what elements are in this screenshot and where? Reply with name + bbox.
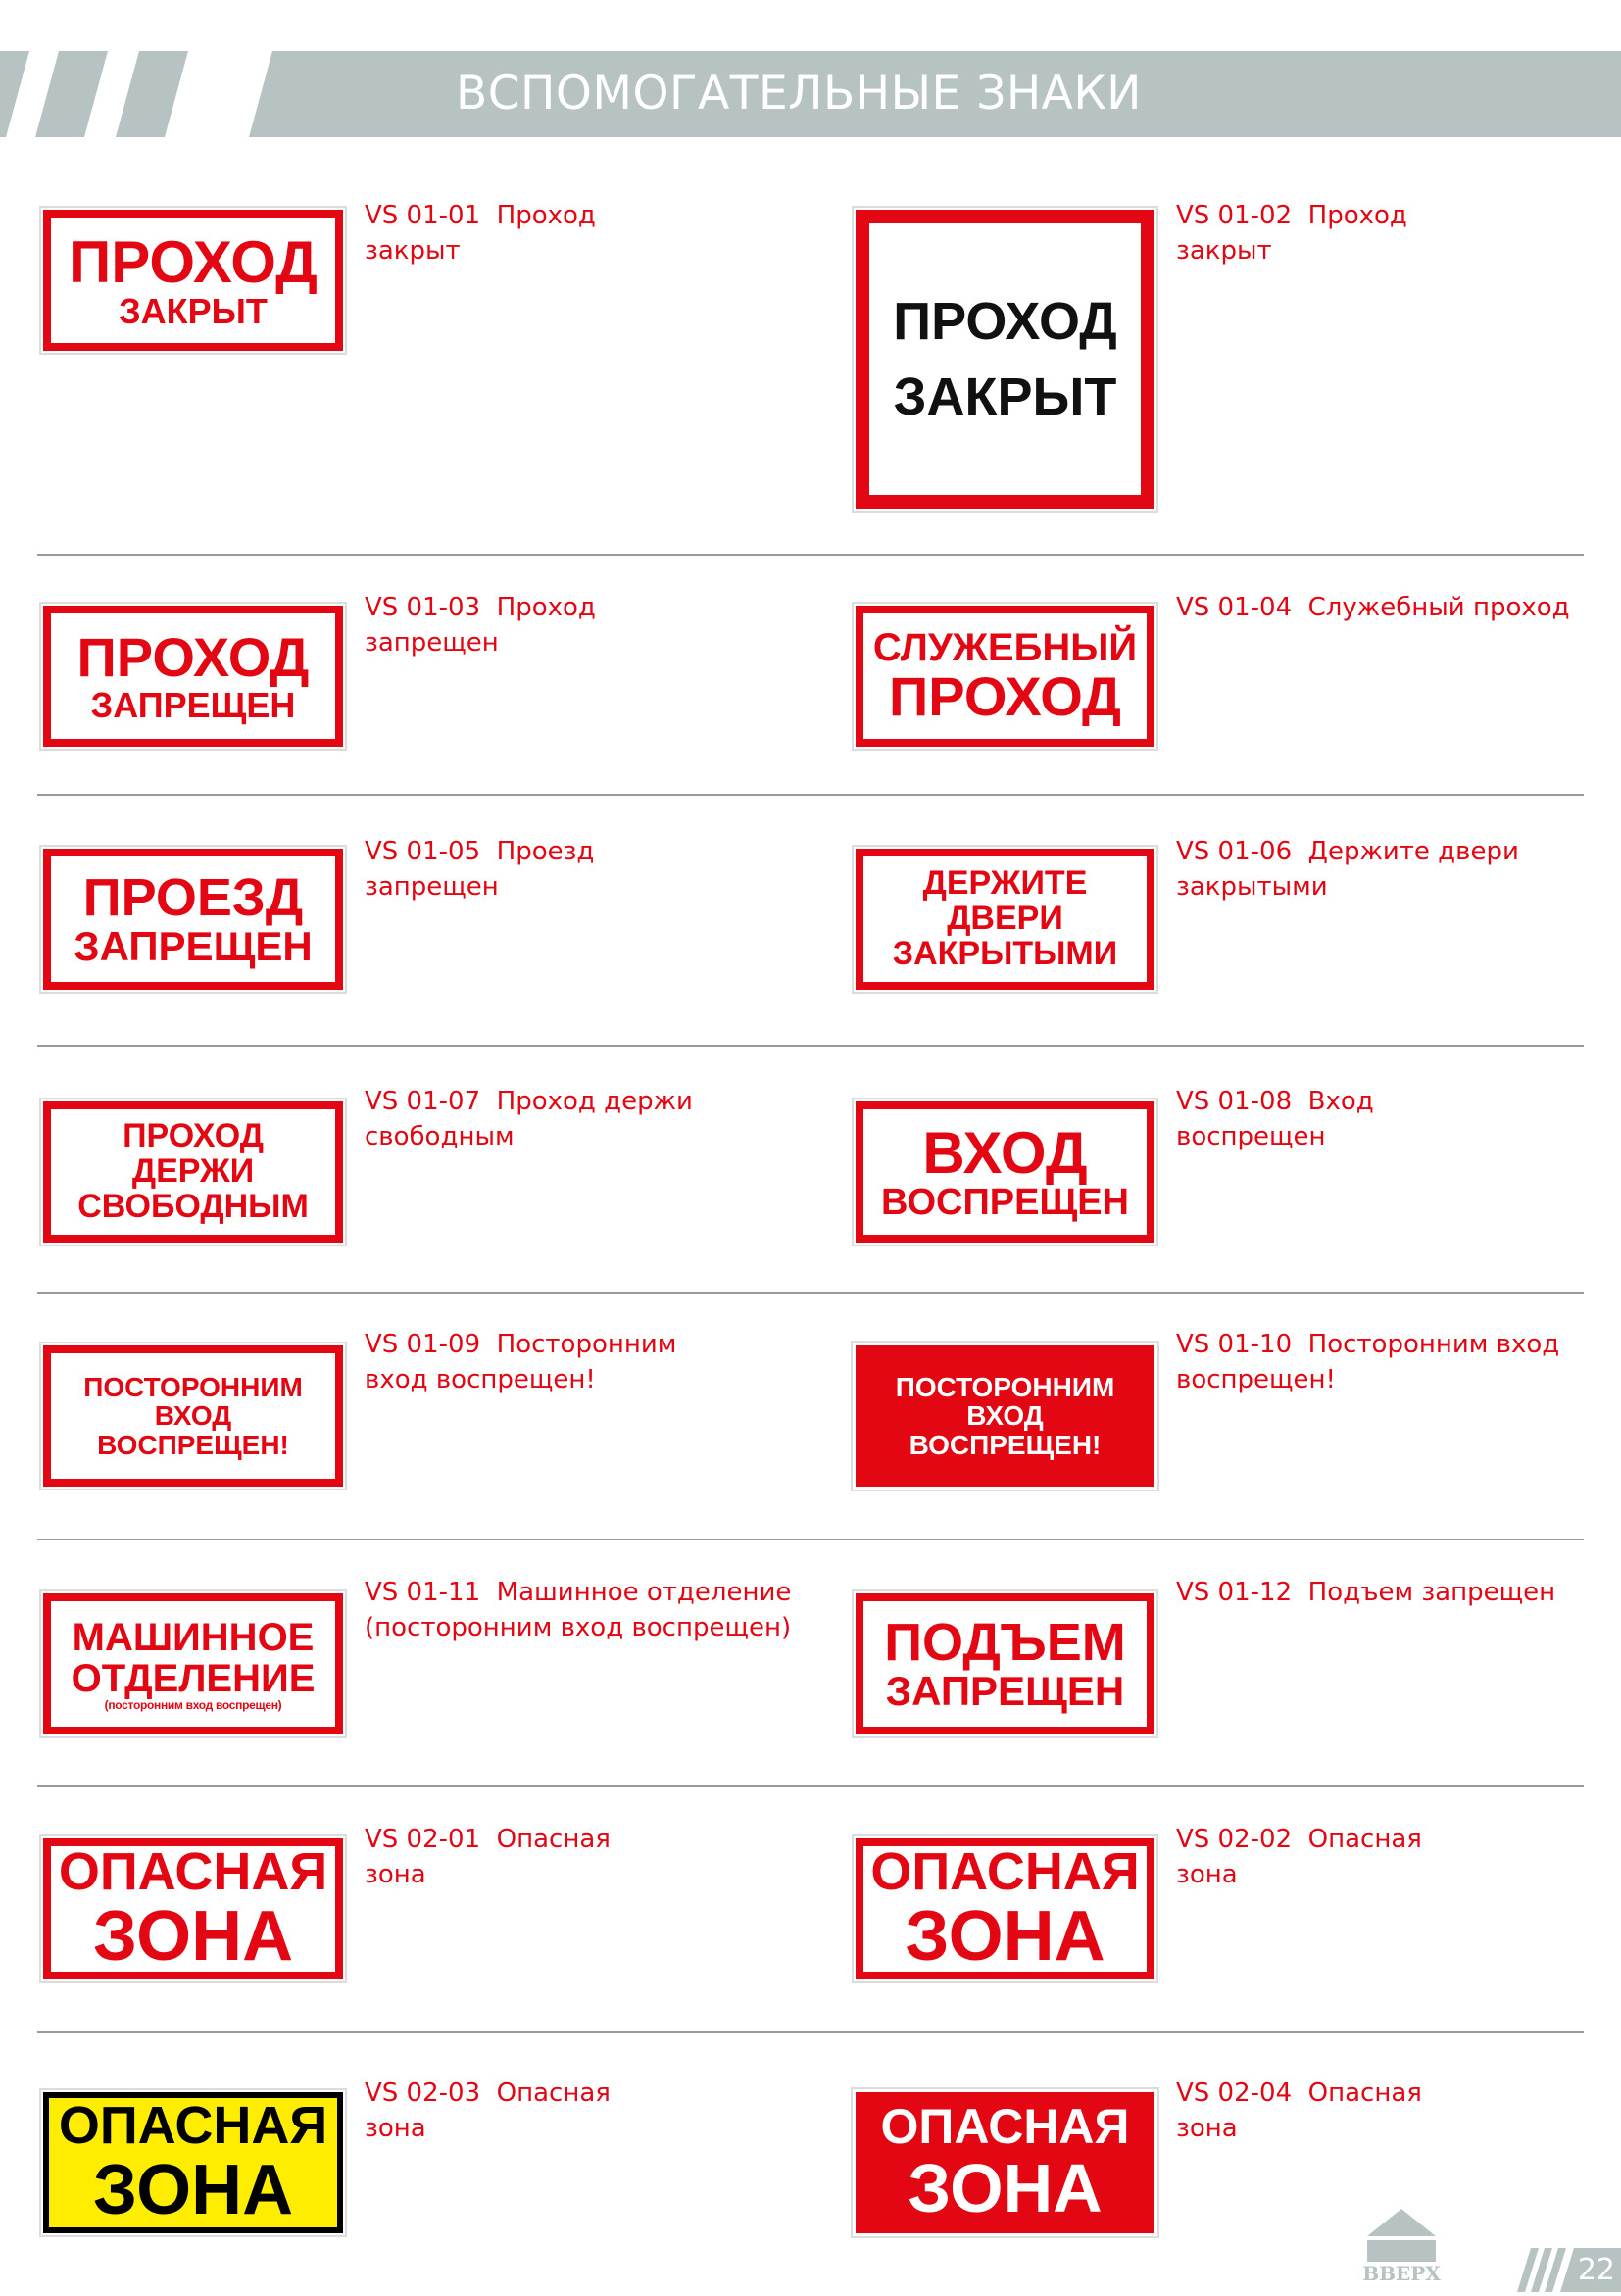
sign-code: VS 01-02	[1176, 201, 1293, 230]
sign-text-line: ДВЕРИ	[947, 900, 1063, 938]
up-arrow-icon	[1348, 2207, 1455, 2266]
sign-caption-text: Проезд запрещен	[365, 837, 595, 902]
sign-caption-text: Подъем запрещен	[1307, 1578, 1556, 1607]
sign-vs-01-03	[43, 606, 343, 747]
sign-text-line: ВОСПРЕЩЕН	[880, 1181, 1129, 1223]
sign-vs-02-01	[43, 1838, 343, 1979]
sign-caption-text: Проход закрыт	[365, 201, 596, 266]
sign-text-line: ЗАКРЫТ	[119, 290, 268, 331]
sign-text-line: ПОДЪЕМ	[884, 1612, 1126, 1672]
sign-caption-text: Проход закрыт	[1176, 201, 1407, 266]
sign-text-line: ПРОХОД	[893, 291, 1117, 351]
scroll-to-top-label: ВВЕРХ	[1362, 2262, 1441, 2285]
sign-text-line: ПРОЕЗД	[82, 867, 304, 927]
sign-text-line: ОПАСНАЯ	[58, 2095, 328, 2155]
sign-vs-01-09	[43, 1345, 343, 1487]
sign-code: VS 01-09	[365, 1330, 481, 1359]
sign-text-line: ОПАСНАЯ	[880, 2099, 1130, 2154]
row-divider	[37, 1785, 1584, 1787]
sign-caption	[365, 198, 678, 269]
page-title: ВСПОМОГАТЕЛЬНЫЕ ЗНАКИ	[456, 67, 1142, 121]
sign-caption	[365, 1084, 717, 1154]
sign-text-line: ДЕРЖИТЕ	[922, 864, 1088, 903]
sign-caption-text: Вход воспрещен	[1176, 1087, 1374, 1151]
sign-caption	[1176, 1327, 1588, 1397]
sign-text-line: ОПАСНАЯ	[870, 1841, 1140, 1901]
sign-caption	[1176, 1822, 1490, 1892]
sign-caption	[365, 1327, 717, 1397]
sign-caption	[365, 834, 678, 904]
sign-vs-02-03	[43, 2092, 343, 2233]
sign-text-line: ЗОНА	[92, 2150, 294, 2229]
sign-caption	[1176, 198, 1490, 269]
sign-code: VS 01-08	[1176, 1087, 1293, 1116]
sign-vs-01-04	[856, 606, 1154, 747]
sign-code: VS 02-03	[365, 2078, 481, 2108]
row-divider	[37, 2031, 1584, 2033]
sign-text-line: (посторонним вход воспрещен)	[104, 1697, 282, 1712]
sign-vs-02-04	[856, 2092, 1154, 2233]
sign-vs-01-05	[43, 849, 343, 990]
sign-caption-text: Проход запрещен	[365, 593, 596, 658]
sign-text-line: ОТДЕЛЕНИЕ	[71, 1656, 316, 1700]
sign-code: VS 01-10	[1176, 1330, 1293, 1359]
sign-text-line: ЗАПРЕЩЕН	[885, 1668, 1125, 1715]
page-number: 22	[1577, 2253, 1615, 2287]
sign-code: VS 01-05	[365, 837, 481, 866]
sign-text-line: СЛУЖЕБНЫЙ	[872, 625, 1138, 669]
row-divider	[37, 794, 1584, 796]
sign-code: VS 01-04	[1176, 593, 1293, 622]
sign-code: VS 02-01	[365, 1825, 481, 1854]
sign-caption	[365, 1575, 815, 1645]
sign-vs-01-07	[43, 1101, 343, 1243]
sign-caption-text: Проход держи свободным	[365, 1087, 693, 1151]
sign-vs-02-02	[856, 1838, 1154, 1979]
sign-text-line: ВХОД	[966, 1400, 1044, 1432]
sign-text-line: ЗОНА	[92, 1896, 294, 1976]
sign-text-line: ВХОД	[922, 1119, 1088, 1186]
sign-vs-01-02	[856, 210, 1154, 509]
sign-caption-text: Служебный проход	[1307, 593, 1570, 622]
sign-text-line: ВХОД	[154, 1400, 232, 1432]
sign-caption-text: Посторонним вход воспрещен!	[365, 1330, 677, 1394]
sign-vs-01-10	[856, 1345, 1154, 1487]
sign-text-line: ДЕРЖИ	[131, 1152, 255, 1191]
sign-code: VS 01-07	[365, 1087, 481, 1116]
sign-caption	[1176, 590, 1588, 625]
sign-caption-text: Опасная зона	[1176, 1825, 1422, 1889]
sign-text-line: СВОБОДНЫМ	[77, 1187, 309, 1225]
sign-text-line: ЗОНА	[905, 1896, 1105, 1976]
sign-vs-01-01	[43, 210, 343, 351]
sign-caption-text: Машинное отделение (посторонним вход воспрещен)	[365, 1578, 792, 1642]
sign-caption	[365, 590, 678, 660]
sign-code: VS 02-04	[1176, 2078, 1293, 2108]
sign-text-line: ПРОХОД	[889, 664, 1121, 727]
sign-caption	[1176, 1575, 1588, 1610]
sign-caption-text: Опасная зона	[365, 2078, 611, 2143]
sign-text-line: МАШИННОЕ	[72, 1615, 315, 1659]
sign-caption-text: Посторонним вход воспрещен!	[1176, 1330, 1560, 1394]
sign-vs-01-08	[856, 1101, 1154, 1243]
sign-text-line: ОПАСНАЯ	[58, 1841, 328, 1901]
sign-text-line: ПРОХОД	[123, 1117, 264, 1155]
row-divider	[37, 554, 1584, 556]
sign-vs-01-11	[43, 1593, 343, 1734]
sign-caption	[365, 1822, 678, 1892]
sign-caption-text: Опасная зона	[1176, 2078, 1422, 2143]
sign-text-line: ЗАКРЫТЫМИ	[892, 934, 1118, 972]
sign-caption	[1176, 834, 1529, 904]
sign-code: VS 01-12	[1176, 1578, 1293, 1607]
sign-caption-text: Держите двери закрытыми	[1176, 837, 1519, 902]
sign-code: VS 01-11	[365, 1578, 481, 1607]
sign-caption-text: Опасная зона	[365, 1825, 611, 1889]
sign-vs-01-06	[856, 849, 1154, 990]
sign-text-line: ПОСТОРОННИМ	[895, 1371, 1115, 1402]
sign-caption	[1176, 2076, 1490, 2146]
row-divider	[37, 1292, 1584, 1294]
sign-text-line: ВОСПРЕЩЕН!	[909, 1429, 1102, 1460]
sign-text-line: ПОСТОРОННИМ	[83, 1371, 303, 1402]
sign-text-line: ЗАПРЕЩЕН	[74, 923, 313, 970]
sign-vs-01-12	[856, 1593, 1154, 1734]
row-divider	[37, 1539, 1584, 1540]
sign-text-line: ПРОХОД	[69, 228, 318, 295]
sign-text-line: ВОСПРЕЩЕН!	[97, 1429, 289, 1460]
sign-text-line: ПРОХОД	[76, 625, 310, 688]
page-number-block	[1517, 2248, 1621, 2292]
sign-caption	[1176, 1084, 1490, 1154]
sign-caption	[365, 2076, 678, 2146]
sign-text-line: ЗАПРЕЩЕН	[90, 684, 296, 725]
sign-text-line: ЗОНА	[908, 2149, 1103, 2226]
sign-text-line: ЗАКРЫТ	[893, 366, 1117, 426]
sign-code: VS 01-06	[1176, 837, 1293, 866]
sign-code: VS 02-02	[1176, 1825, 1293, 1854]
sign-code: VS 01-03	[365, 593, 481, 622]
row-divider	[37, 1045, 1584, 1047]
scroll-to-top-button[interactable]	[1348, 2207, 1455, 2285]
sign-code: VS 01-01	[365, 201, 481, 230]
